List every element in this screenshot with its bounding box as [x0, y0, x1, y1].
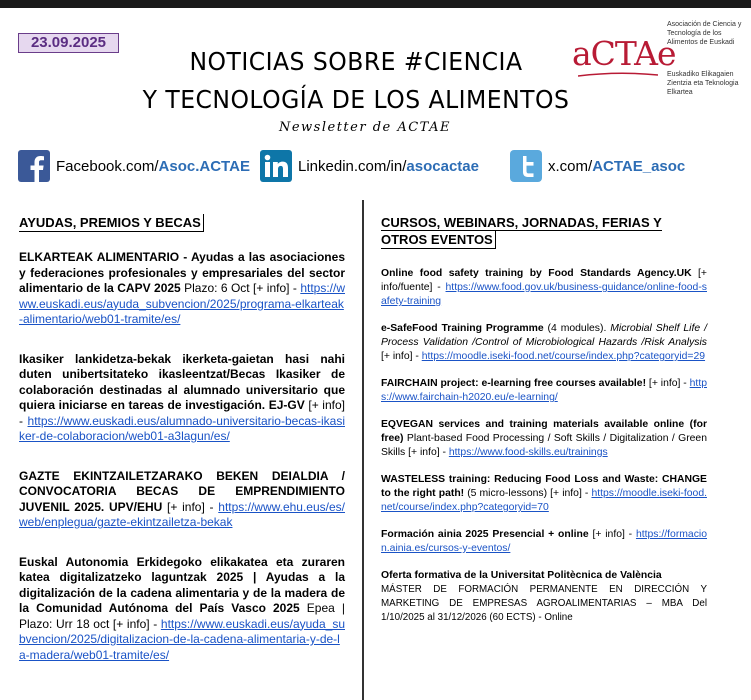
item-link[interactable]: https://www.euskadi.eus/ayuda_subvencion/2025/digitalizacion-de-la-cadena-alimentaria-y-de-la-madera/web01-tramite/es/: [19, 616, 345, 662]
list-item: [381, 569, 707, 625]
item-link[interactable]: https://www.euskadi.eus/ayuda_subvencion/2025/programa-elkarteak-alimentario/web01-tramite/es/: [19, 281, 345, 326]
item-title: GAZTE EKINTZAILETZARAKO BEKEN DEIALDIA / CONVOCATORIA BECAS DE EMPRENDIMIENTO JUVENIL 2025. UPV/EHU: [19, 468, 345, 514]
item-title: Online food safety training by Food Standards Agency.UK: [381, 268, 692, 279]
item-topics: Microbial Shelf Life / Process Validation /Control of Microbiological Hazards /Risk Analysis: [381, 323, 707, 348]
events-heading-line-1: CURSOS, WEBINARS, JORNADAS, FERIAS Y: [381, 215, 662, 230]
list-item: [381, 322, 707, 364]
item-title: Formación ainia 2025 Presencial + online: [381, 529, 589, 540]
linkedin-link[interactable]: [298, 158, 479, 175]
item-meta: [+ info] -: [588, 529, 636, 540]
column-divider: [362, 200, 364, 700]
item-meta: [+ info] -: [646, 378, 690, 389]
list-item: [381, 418, 707, 460]
facebook-icon: [18, 150, 50, 182]
facebook-prefix: Facebook.com/: [56, 157, 159, 175]
item-link[interactable]: https://www.fairchain-h2020.eu/e-learning/: [381, 378, 707, 403]
item-link[interactable]: https://www.euskadi.eus/alumnado-universitario-becas-ikasiker-de-colaboracion/web01-a3lagun/es/: [19, 413, 345, 443]
list-item: [381, 377, 707, 405]
title-line-1: NOTICIAS SOBRE #CIENCIA: [189, 47, 523, 76]
item-title: FAIRCHAIN project: e-learning free courses available!: [381, 378, 647, 389]
item-title: Ikasiker lankidetza-bekak ikerketa-gaietan hasi nahi duten unibertsitateko ikasleentzat/Becas Ikasiker de colaboración destinadas al alumnado universitario que quiera iniciarse en tareas de investigación. EJ-GV: [19, 351, 345, 412]
events-heading-line-2: OTROS EVENTOS: [381, 231, 496, 249]
list-item: [19, 555, 345, 664]
list-item: [19, 352, 345, 445]
social-facebook[interactable]: [18, 148, 250, 184]
item-meta: Plant-based Food Processing / Soft Skills / Digitalization / Green Skills [+ info] -: [381, 433, 707, 458]
x-prefix: x.com/: [548, 157, 593, 175]
top-bar: [0, 0, 751, 8]
item-title: Oferta formativa de la Universitat Politècnica de València: [381, 570, 662, 581]
item-link[interactable]: https://www.food.gov.uk/business-guidance/online-food-safety-training: [381, 282, 707, 307]
list-item: [19, 250, 345, 328]
list-item: [381, 473, 707, 515]
item-meta: (5 micro-lessons) [+ info] -: [464, 488, 592, 499]
facebook-handle: Asoc.ACTAE: [158, 157, 250, 175]
grants-column: [19, 214, 345, 663]
linkedin-icon: [260, 150, 292, 182]
item-meta-2: [+ info] -: [381, 351, 422, 362]
newsletter-subtitle: Newsletter de ACTAE: [278, 120, 452, 135]
list-item: [381, 267, 707, 309]
item-link[interactable]: https://www.ehu.eus/es/web/enplegua/gazte-ekintzailetza-bekak: [19, 499, 345, 529]
social-x[interactable]: [510, 148, 685, 184]
date-badge: 23.09.2025: [18, 33, 119, 53]
social-linkedin[interactable]: [260, 148, 479, 184]
item-title: Euskal Autonomia Erkidegoko elikakatea eta zuraren katea digitalizatzeko laguntzak 2025 | Ayudas a la digitalización de la cadena alimentaria y de la madera de la Comunidad Autónoma del País Vasco 2025: [19, 554, 345, 615]
newsletter-title: [134, 43, 578, 119]
facebook-link[interactable]: [56, 158, 250, 175]
item-link[interactable]: https://formacion.ainia.es/cursos-y-eventos/: [381, 529, 707, 554]
org-name-es: Asociación de Ciencia y Tecnología de los Alimentos de Euskadi: [667, 21, 742, 46]
item-link[interactable]: https://moodle.iseki-food.net/course/index.php?categoryid=70: [381, 488, 707, 513]
item-title: EQVEGAN services and training materials available online (for free): [381, 419, 707, 444]
item-meta: (4 modules).: [543, 323, 611, 334]
logo-swoosh: [578, 72, 658, 78]
actae-logo: [572, 34, 676, 80]
item-link[interactable]: https://moodle.iseki-food.net/course/index.php?categoryid=29: [421, 351, 706, 362]
item-meta: Epea | Plazo: Urr 18 oct [+ info] -: [19, 601, 345, 631]
twitter-icon: [510, 150, 542, 182]
item-meta: [+ info] -: [162, 499, 219, 514]
events-heading: [381, 214, 707, 249]
org-name-eu: Euskadiko Elikagaien Zientzia eta Teknologia Elkartea: [667, 71, 739, 96]
events-column: [381, 214, 707, 625]
x-handle: ACTAE_asoc: [592, 157, 686, 175]
item-meta: Plazo: 6 Oct [+ info] -: [180, 281, 301, 295]
logo-text: aCTAe: [572, 34, 676, 73]
list-item: [19, 469, 345, 531]
item-title: WASTELESS training: Reducing Food Loss and Waste: CHANGE to the right path!: [381, 474, 707, 499]
grants-heading: AYUDAS, PREMIOS Y BECAS: [19, 214, 204, 232]
item-meta: [+ info/fuente] -: [381, 268, 707, 293]
linkedin-prefix: Linkedin.com/in/: [298, 157, 407, 175]
title-line-2: Y TECNOLOGÍA DE LOS ALIMENTOS: [142, 85, 570, 114]
item-title: ELKARTEAK ALIMENTARIO - Ayudas a las asociaciones y federaciones profesionales y empresariales del sector alimentario de la CAPV 2025: [19, 250, 345, 295]
linkedin-handle: asocactae: [406, 157, 479, 175]
x-link[interactable]: [548, 158, 685, 175]
item-meta: MÁSTER DE FORMACIÓN PERMANENTE EN DIRECCIÓN Y MARKETING DE EMPRESAS AGROALIMENTARIAS – MBA Del 1/10/2025 al 31/12/2026 (60 ECTS) - Online: [381, 584, 707, 623]
item-title: e-SafeFood Training Programme: [381, 323, 544, 334]
item-meta: [+ info] -: [19, 398, 345, 428]
item-link[interactable]: https://www.food-skills.eu/trainings: [448, 447, 608, 458]
list-item: [381, 528, 707, 556]
